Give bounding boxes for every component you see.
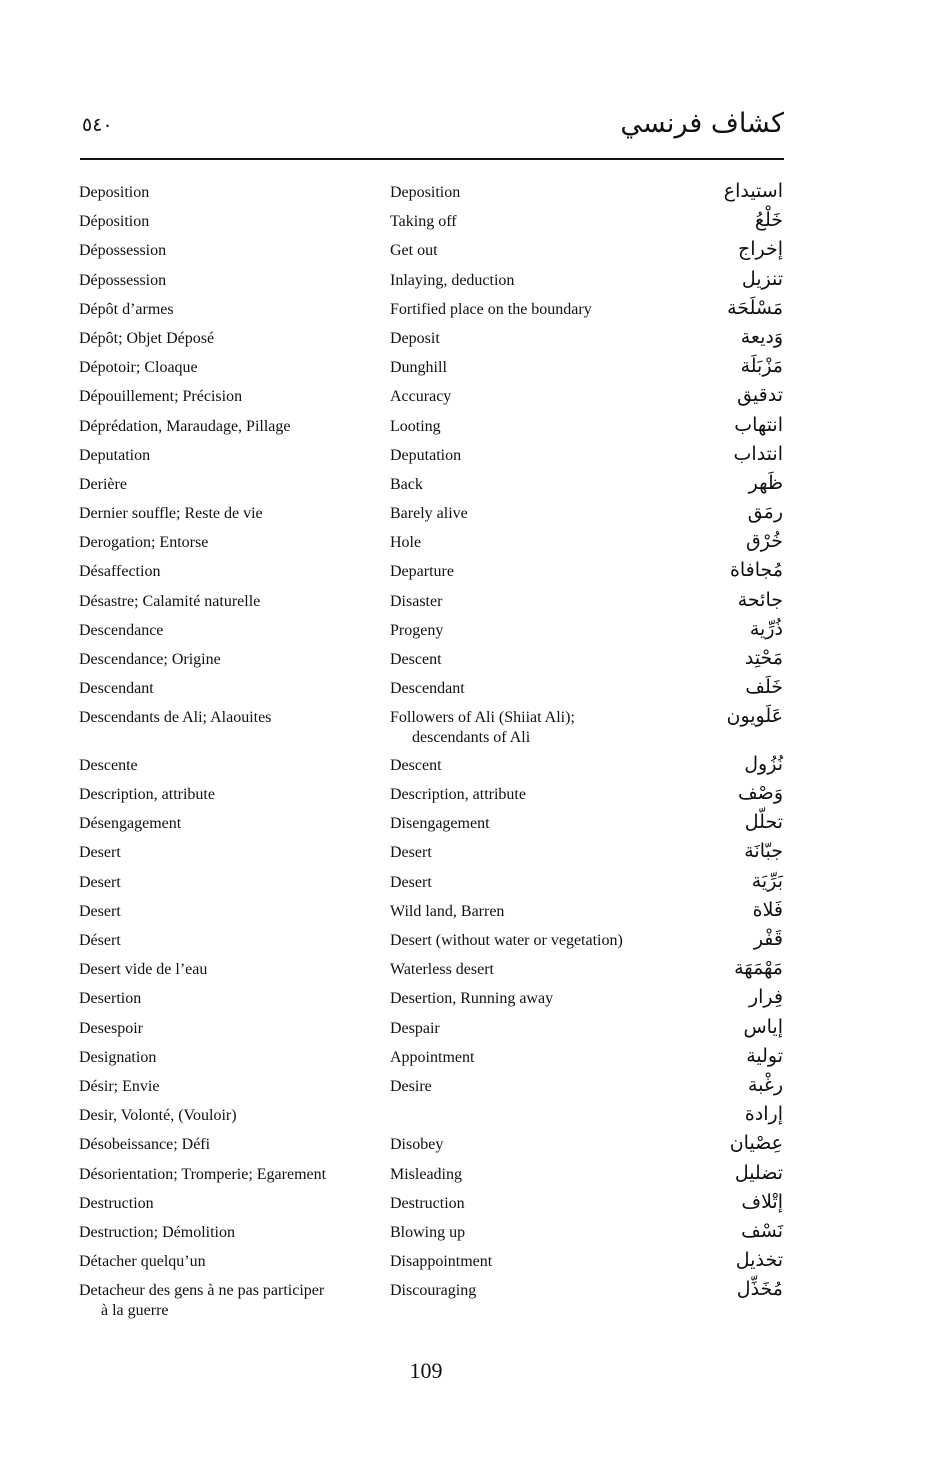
french-term	[79, 271, 369, 291]
english-term-text: Descent	[390, 756, 442, 774]
english-term-text: Back	[390, 475, 423, 493]
english-term	[390, 902, 690, 922]
french-term	[79, 1223, 369, 1243]
english-term-continuation: descendants of Ali	[412, 729, 531, 747]
french-term-text: Desespoir	[79, 1019, 143, 1037]
glossary-row	[0, 617, 944, 650]
glossary-row	[0, 384, 944, 416]
french-term-text: Descendant	[79, 680, 154, 698]
english-term-text: Appointment	[390, 1048, 475, 1066]
french-term-text: Dépôt d’armes	[79, 300, 174, 318]
arabic-term: جبّانَة	[744, 840, 783, 863]
glossary-row	[0, 705, 944, 756]
glossary-row	[0, 986, 944, 1018]
english-term-text: Disaster	[390, 592, 443, 610]
arabic-term: استيداع	[723, 180, 783, 202]
french-term-text: Destruction; Démolition	[79, 1223, 235, 1241]
page-number: 109	[409, 1358, 443, 1383]
english-term	[390, 358, 690, 378]
french-term	[79, 1077, 369, 1097]
french-term	[79, 446, 369, 466]
english-term	[390, 271, 690, 291]
english-term	[390, 621, 690, 641]
french-term	[79, 533, 369, 553]
arabic-term: نَسْف	[741, 1219, 783, 1242]
arabic-term: عِصْيان	[729, 1132, 783, 1155]
french-term	[79, 1106, 369, 1126]
glossary-row	[0, 296, 944, 329]
english-term	[390, 387, 690, 407]
french-term-text: Desertion	[79, 990, 142, 1008]
glossary-row	[0, 1190, 944, 1223]
english-term-text: Hole	[390, 534, 422, 552]
english-term-text: Description, attribute	[390, 786, 526, 804]
english-term	[390, 756, 690, 776]
english-term	[390, 329, 690, 349]
french-term-text: Dépossession	[79, 271, 167, 289]
english-term	[390, 592, 690, 612]
arabic-term: خُرْق	[746, 530, 783, 553]
english-term-text: Accuracy	[390, 388, 452, 406]
glossary-row	[0, 180, 944, 212]
english-term	[390, 446, 690, 466]
english-term	[390, 960, 690, 980]
english-term	[390, 562, 690, 582]
arabic-term: مُجافاة	[729, 559, 783, 582]
glossary-row	[0, 238, 944, 270]
french-term	[79, 300, 369, 320]
french-term	[79, 708, 369, 728]
english-term-text: Inlaying, deduction	[390, 271, 515, 289]
page-title-arabic: كشاف فرنسي	[620, 108, 784, 139]
english-term	[390, 814, 690, 834]
english-term-text: Disengagement	[390, 815, 490, 833]
english-term-text: Progeny	[390, 621, 444, 639]
french-term-text: Destruction	[79, 1194, 154, 1212]
french-term-text: Detacheur des gens à ne pas participer	[79, 1282, 325, 1300]
arabic-term: ظَهر	[748, 471, 783, 494]
french-term	[79, 756, 369, 776]
glossary-row	[0, 1249, 944, 1281]
french-term-text: Descendants de Ali; Alaouites	[79, 709, 272, 727]
french-term	[79, 843, 369, 863]
header-rule	[80, 158, 784, 160]
glossary-row	[0, 957, 944, 989]
french-term	[79, 1048, 369, 1068]
english-term	[390, 1077, 690, 1097]
english-term-text: Deposition	[390, 184, 461, 201]
french-term	[79, 592, 369, 612]
glossary-row	[0, 782, 944, 814]
french-term-text: Désaffection	[79, 563, 161, 581]
english-term-text: Desert	[390, 873, 432, 891]
english-term	[390, 1135, 690, 1155]
french-term	[79, 417, 369, 437]
french-term	[79, 358, 369, 378]
glossary-entries	[0, 180, 944, 1329]
arabic-term: خَلْعُ	[754, 209, 783, 232]
french-term	[79, 989, 369, 1009]
english-term-text: Descendant	[390, 680, 465, 698]
french-term-text: Derogation; Entorse	[79, 534, 209, 552]
french-term-text: Descendance; Origine	[79, 651, 221, 668]
english-term	[390, 504, 690, 524]
french-term-text: Desir, Volonté, (Vouloir)	[79, 1107, 237, 1125]
glossary-row	[0, 209, 944, 241]
english-term	[390, 1165, 690, 1185]
glossary-row	[0, 811, 944, 843]
english-term-text: Followers of Ali (Shiiat Ali);	[390, 709, 575, 727]
english-term	[390, 1252, 690, 1272]
english-term-text: Descent	[390, 651, 442, 668]
english-term-text: Despair	[390, 1019, 440, 1037]
french-term	[79, 329, 369, 349]
english-term	[390, 708, 690, 748]
french-term	[79, 785, 369, 805]
glossary-row	[0, 676, 944, 708]
french-term-text: Derière	[79, 475, 127, 493]
french-term-text: Désorientation; Tromperie; Egarement	[79, 1165, 327, 1183]
english-term-text: Departure	[390, 563, 454, 581]
french-term	[79, 1165, 369, 1185]
french-term-text: Déposition	[79, 213, 150, 231]
english-term	[390, 1048, 690, 1068]
arabic-term: تحلّل	[744, 811, 783, 834]
french-term	[79, 183, 369, 203]
french-term	[79, 504, 369, 524]
english-term	[390, 241, 690, 261]
french-term-text: Descendance	[79, 621, 164, 639]
arabic-term: انتداب	[733, 442, 783, 465]
arabic-term: وَصْف	[738, 782, 783, 805]
english-term-text: Disappointment	[390, 1253, 493, 1271]
french-term	[79, 212, 369, 232]
glossary-row	[0, 1132, 944, 1164]
glossary-row	[0, 1219, 944, 1252]
arabic-term: ذُرِّية	[749, 617, 783, 640]
arabic-term: رغْبة	[747, 1073, 783, 1096]
french-term-text: Desert	[79, 844, 121, 862]
french-term-text: Description, attribute	[79, 786, 215, 804]
french-term	[79, 1281, 369, 1321]
english-term	[390, 1019, 690, 1039]
arabic-term: تضليل	[734, 1161, 783, 1184]
arabic-term: إرادة	[744, 1103, 783, 1126]
glossary-row	[0, 471, 944, 504]
french-term-text: Dépossession	[79, 242, 167, 260]
french-term	[79, 621, 369, 641]
french-term-text: Désir; Envie	[79, 1077, 160, 1095]
arabic-term: مُخَذِّل	[736, 1278, 783, 1301]
glossary-row	[0, 1073, 944, 1106]
english-term-text: Desert	[390, 844, 432, 862]
english-term	[390, 417, 690, 437]
english-term-text: Destruction	[390, 1194, 465, 1212]
arabic-term: إخراج	[737, 238, 783, 261]
glossary-row	[0, 1015, 944, 1048]
english-term-text: Looting	[390, 417, 441, 435]
french-term	[79, 475, 369, 495]
french-term-text: Désastre; Calamité naturelle	[79, 592, 261, 610]
french-term	[79, 1252, 369, 1272]
french-term-text: Desert	[79, 902, 121, 920]
arabic-term: فِرار	[748, 986, 783, 1009]
french-term	[79, 960, 369, 980]
arabic-term: مَسْلَحَة	[727, 296, 783, 319]
english-term	[390, 183, 690, 203]
english-term-text: Disobey	[390, 1136, 444, 1154]
french-term-text: Dernier souffle; Reste de vie	[79, 505, 263, 523]
glossary-row	[0, 1278, 944, 1329]
glossary-row	[0, 840, 944, 872]
arabic-term: تخذيل	[735, 1249, 783, 1272]
glossary-row	[0, 928, 944, 960]
glossary-row	[0, 1103, 944, 1135]
french-term-text: Dépotoir; Cloaque	[79, 359, 198, 377]
english-term	[390, 1281, 690, 1301]
french-term	[79, 241, 369, 261]
french-term	[79, 931, 369, 951]
french-term-text: Dépouillement; Précision	[79, 388, 243, 406]
english-term	[390, 989, 690, 1009]
english-term-text: Discouraging	[390, 1282, 477, 1300]
french-term-text: Désengagement	[79, 815, 182, 833]
english-term	[390, 843, 690, 863]
english-term-text: Waterless desert	[390, 961, 494, 979]
french-term	[79, 873, 369, 893]
french-term-text: Désobeissance; Défi	[79, 1136, 211, 1154]
glossary-row	[0, 413, 944, 446]
english-term	[390, 212, 690, 232]
french-term-text: Détacher quelqu’un	[79, 1253, 206, 1271]
glossary-row	[0, 325, 944, 358]
glossary-row	[0, 1161, 944, 1194]
arabic-term: مَهْمَهَة	[734, 957, 783, 980]
french-term	[79, 562, 369, 582]
english-term-text: Desire	[390, 1077, 432, 1095]
arabic-term: عَلَويون	[726, 705, 783, 728]
arabic-term: قَفْر	[753, 928, 783, 950]
english-term	[390, 533, 690, 553]
french-term-text: Descente	[79, 756, 138, 774]
french-term-text: Déprédation, Maraudage, Pillage	[79, 417, 291, 435]
page-number-arabic: ٥٤٠	[82, 114, 113, 136]
french-term-text: Deputation	[79, 446, 151, 464]
english-term	[390, 475, 690, 495]
french-term-continuation: à la guerre	[101, 1302, 169, 1320]
glossary-row	[0, 501, 944, 533]
french-term	[79, 814, 369, 834]
english-term	[390, 300, 690, 320]
french-term-text: Deposition	[79, 184, 150, 201]
french-term	[79, 1194, 369, 1214]
english-term-text: Dunghill	[390, 359, 447, 377]
english-term-text: Blowing up	[390, 1223, 466, 1241]
glossary-row	[0, 752, 944, 785]
french-term	[79, 902, 369, 922]
english-term	[390, 785, 690, 805]
english-term-text: Fortified place on the boundary	[390, 300, 592, 318]
glossary-row	[0, 559, 944, 591]
french-term-text: Desert	[79, 873, 121, 891]
french-term	[79, 679, 369, 699]
english-term-text: Misleading	[390, 1165, 462, 1183]
glossary-row	[0, 1044, 944, 1077]
french-term-text: Designation	[79, 1048, 157, 1066]
french-term-text: Desert vide de l’eau	[79, 961, 208, 979]
french-term	[79, 1019, 369, 1039]
arabic-term: إتْلاف	[741, 1190, 783, 1213]
glossary-row	[0, 869, 944, 902]
arabic-term: فَلاة	[752, 898, 783, 921]
glossary-row	[0, 530, 944, 562]
french-term-text: Désert	[79, 932, 121, 949]
english-term-text: Desertion, Running away	[390, 990, 554, 1008]
arabic-term: تدقيق	[737, 384, 783, 407]
arabic-term: بَرِّيَة	[751, 869, 783, 892]
arabic-term: وَديعة	[740, 325, 783, 348]
english-term	[390, 873, 690, 893]
french-term	[79, 650, 369, 670]
english-term-text: Get out	[390, 242, 438, 260]
french-term-text: Dépôt; Objet Déposé	[79, 329, 215, 347]
english-term	[390, 1223, 690, 1243]
arabic-term: خَلَف	[745, 676, 783, 699]
arabic-term: إياس	[743, 1015, 783, 1038]
french-term	[79, 387, 369, 407]
glossary-row	[0, 647, 944, 679]
english-term-text: Desert (without water or vegetation)	[390, 932, 623, 949]
french-term	[79, 1135, 369, 1155]
arabic-term: نُزُول	[744, 752, 783, 775]
arabic-term: مَحْتِد	[744, 647, 783, 669]
arabic-term: انتهاب	[734, 413, 783, 436]
english-term	[390, 679, 690, 699]
english-term-text: Deposit	[390, 329, 440, 347]
glossary-row	[0, 355, 944, 387]
arabic-term: جائحة	[737, 588, 783, 611]
english-term	[390, 650, 690, 670]
english-term-text: Taking off	[390, 213, 457, 231]
english-term	[390, 1194, 690, 1214]
arabic-term: رمَق	[747, 501, 783, 524]
glossary-row	[0, 898, 944, 931]
glossary-row	[0, 442, 944, 475]
arabic-term: مَزْبَلَة	[740, 355, 783, 378]
glossary-row	[0, 267, 944, 300]
english-term-text: Wild land, Barren	[390, 902, 505, 920]
english-term-text: Barely alive	[390, 505, 468, 523]
arabic-term: تولية	[746, 1044, 783, 1067]
arabic-term: تنزيل	[741, 267, 783, 290]
glossary-row	[0, 588, 944, 621]
english-term	[390, 931, 690, 951]
english-term-text: Deputation	[390, 446, 462, 464]
